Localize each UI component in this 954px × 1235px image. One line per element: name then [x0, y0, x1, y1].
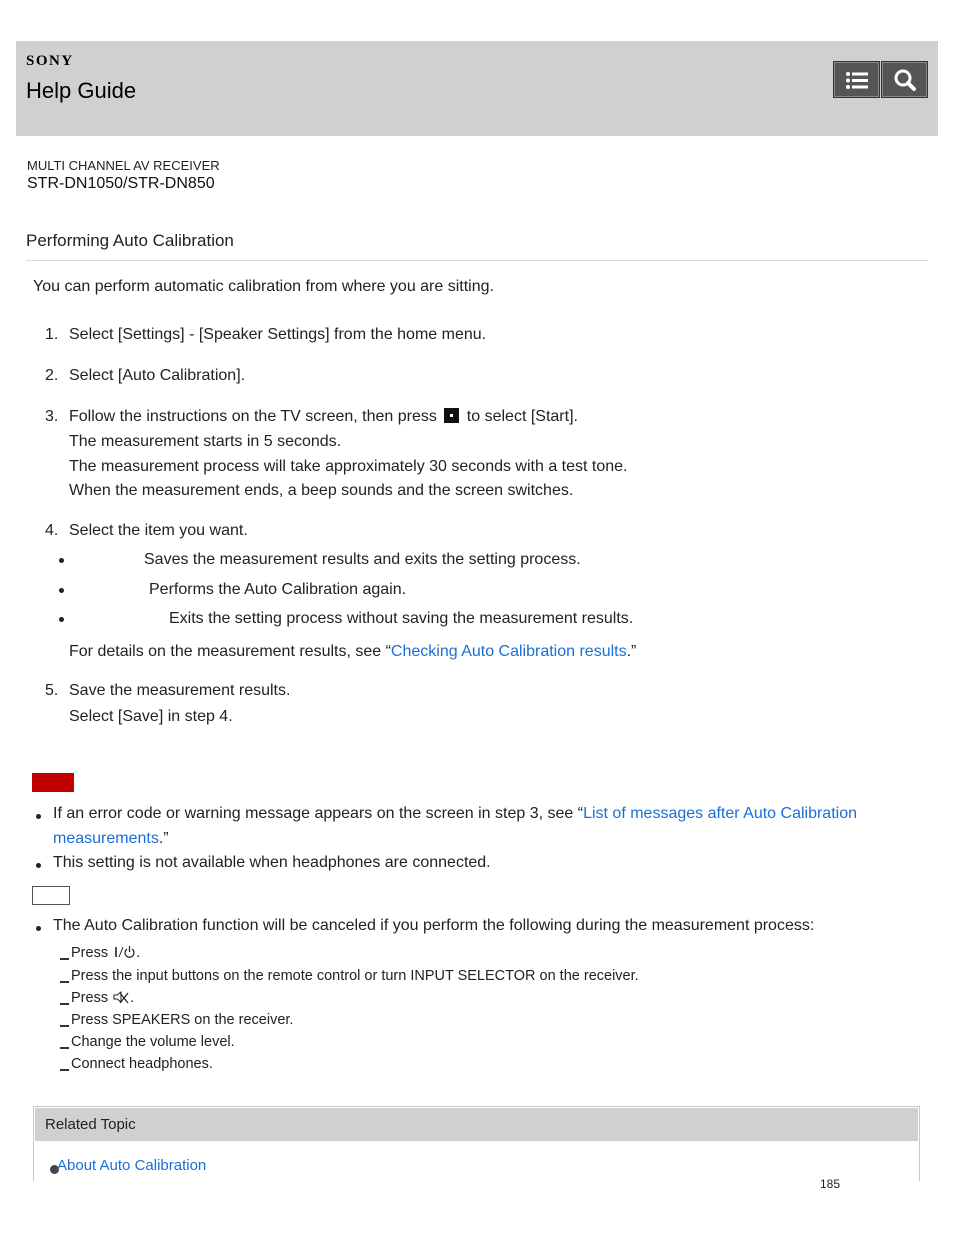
hint-suffix: .: [136, 945, 141, 961]
menu-button[interactable]: [833, 61, 880, 98]
option-save-description: Saves the measurement results and exits the setting process.: [144, 551, 581, 568]
hint-item-mute: [60, 990, 134, 1006]
step-3-line-3: When the measurement ends, a beep sounds and the screen switches.: [69, 482, 574, 499]
step-number: 5.: [45, 682, 59, 699]
bullet-dot: [36, 926, 41, 931]
note-text-before: If an error code or warning message appears on the screen in step 3, see “: [53, 805, 584, 822]
page-title: Performing Auto Calibration: [26, 231, 234, 250]
hint-text: Press SPEAKERS on the receiver.: [71, 1012, 294, 1028]
hint-text: Connect headphones.: [71, 1056, 213, 1072]
model-name: STR-DN1050/STR-DN850: [27, 175, 215, 192]
help-guide-title[interactable]: Help Guide: [26, 78, 137, 103]
details-after: .”: [626, 643, 637, 660]
hint-item-speakers: [60, 1012, 293, 1028]
step-text: Save the measurement results.: [69, 682, 291, 699]
hint-text: Press the input buttons on the remote control or turn INPUT SELECTOR on the receiver.: [71, 968, 639, 984]
messages-list-link-cont[interactable]: measurements: [53, 830, 159, 847]
bullet-dot: [59, 588, 64, 593]
hint-text: Change the volume level.: [71, 1034, 235, 1050]
dash-marker: [60, 1025, 69, 1027]
step-3-line-1: The measurement starts in 5 seconds.: [69, 433, 342, 450]
note-item-error: [53, 801, 913, 851]
step-text: Select [Auto Calibration].: [69, 367, 246, 384]
step-3-line-2: The measurement process will take approximately 30 seconds with a test tone.: [69, 458, 628, 475]
bullet-dot: [36, 863, 41, 868]
hint-intro: The Auto Calibration function will be canceled if you perform the following during the measurement process:: [53, 917, 815, 934]
step-text-before: Follow the instructions on the TV screen, then press: [69, 408, 437, 425]
step-text: Select the item you want.: [69, 522, 248, 539]
checking-results-link[interactable]: Checking Auto Calibration results: [390, 643, 627, 660]
about-auto-calibration-link[interactable]: About Auto Calibration: [57, 1157, 207, 1174]
sony-logo: SONY: [26, 53, 74, 69]
power-icon: [112, 945, 136, 959]
messages-list-link[interactable]: List of messages after Auto Calibration: [583, 805, 857, 822]
note-item-headphones: This setting is not available when headphones are connected.: [53, 854, 491, 871]
hint-item-input: [60, 968, 639, 984]
hint-item-volume: [60, 1034, 235, 1050]
step-number: 3.: [45, 408, 59, 425]
option-retry-description: Performs the Auto Calibration again.: [149, 581, 407, 598]
bullet-dot: [59, 558, 64, 563]
bullet-dot: [59, 617, 64, 622]
search-button[interactable]: [881, 61, 928, 98]
page-number: 185: [820, 1177, 841, 1191]
related-topic-heading: Related Topic: [35, 1108, 918, 1141]
search-icon: [882, 62, 929, 99]
dash-marker: [60, 981, 69, 983]
note-label-box: [32, 773, 74, 792]
step-number: 4.: [45, 522, 59, 539]
mute-icon: [112, 990, 130, 1004]
step-number: 2.: [45, 367, 59, 384]
step-number: 1.: [45, 326, 59, 343]
title-divider: [26, 260, 928, 261]
enter-button-icon: [444, 408, 459, 423]
step-text: [69, 405, 578, 430]
dash-marker: [60, 1047, 69, 1049]
header-bar: [16, 41, 938, 136]
note-text-after: .”: [158, 830, 169, 847]
step-text-after: to select [Start].: [466, 408, 578, 425]
hint-suffix: .: [130, 990, 135, 1006]
intro-text: You can perform automatic calibration from where you are sitting.: [33, 278, 494, 295]
hint-item-headphones: [60, 1056, 213, 1072]
option-exit-description: Exits the setting process without saving the measurement results.: [169, 610, 634, 627]
step-5-line: Select [Save] in step 4.: [69, 708, 233, 725]
details-before: For details on the measurement results, see “: [69, 643, 391, 660]
bullet-dot: [36, 814, 41, 819]
hint-text: Press: [71, 945, 109, 961]
dash-marker: [60, 958, 69, 960]
hint-item-power: [60, 945, 140, 961]
step-text: Select [Settings] - [Speaker Settings] from the home menu.: [69, 326, 487, 343]
list-menu-icon: [834, 62, 881, 99]
hint-text: Press: [71, 990, 109, 1006]
hint-label-box: [32, 886, 70, 905]
dash-marker: [60, 1003, 69, 1005]
details-text: [69, 643, 636, 661]
dash-marker: [60, 1069, 69, 1071]
product-type: MULTI CHANNEL AV RECEIVER: [27, 158, 220, 173]
